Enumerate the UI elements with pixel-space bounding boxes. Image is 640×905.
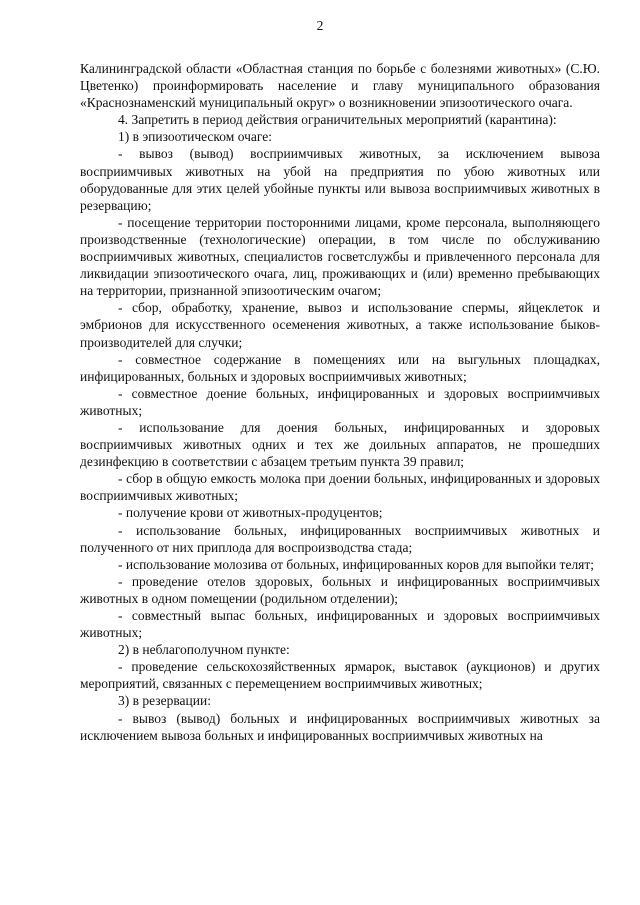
paragraph: - использование больных, инфицированных восприимчивых животных и полученного от них приплода для воспроизводства стада; xyxy=(80,522,600,555)
page-number: 2 xyxy=(316,18,324,33)
paragraph: - использование для доения больных, инфицированных и здоровых восприимчивых животных одних и тех же доильных аппаратов, не прошедших дезинфекцию в соответствии с абзацем третьим пункта 39 правил; xyxy=(80,419,600,470)
paragraph: - использование молозива от больных, инфицированных коров для выпойки телят; xyxy=(118,556,595,572)
paragraph: - совместное доение больных, инфицированных и здоровых восприимчивых животных; xyxy=(80,385,600,418)
paragraph: - проведение сельскохозяйственных ярмарок, выставок (аукционов) и других мероприятий, связанных с перемещением восприимчивых животных; xyxy=(80,659,600,692)
paragraph: - совместное содержание в помещениях или на выгульных площадках, инфицированных, больных и здоровых восприимчивых животных; xyxy=(80,351,600,384)
paragraph: - вывоз (вывод) больных и инфицированных восприимчивых животных за исключением вывоза больных и инфицированных восприимчивых животных на xyxy=(80,710,600,743)
paragraph: - сбор в общую емкость молока при доении больных, инфицированных и здоровых восприимчивых животных; xyxy=(80,471,600,504)
paragraph: - посещение территории посторонними лицами, кроме персонала, выполняющего производственные (технологические) операции, в том числе по обслуживанию восприимчивых животных, специалистов госветслужбы и привлеченного персонала для ликвидации эпизоотического очага, лиц, проживающих и (или) временно пребывающих на территории, признанной эпизоотическим очагом; xyxy=(80,214,600,299)
paragraph: - совместный выпас больных, инфицированных и здоровых восприимчивых животных; xyxy=(80,608,600,641)
paragraph: - получение крови от животных-продуцентов; xyxy=(118,505,383,521)
paragraph: - проведение отелов здоровых, больных и инфицированных восприимчивых животных в одном помещении (родильном отделении); xyxy=(80,573,600,606)
paragraph: 3) в резервации: xyxy=(118,693,211,709)
paragraph: - сбор, обработку, хранение, вывоз и использование спермы, яйцеклеток и эмбрионов для искусственного осеменения животных, а также использование быков-производителей для случки; xyxy=(80,300,600,350)
paragraph: 2) в неблагополучном пункте: xyxy=(118,642,290,658)
paragraph: 4. Запретить в период действия ограничительных мероприятий (карантина): xyxy=(118,112,557,128)
paragraph: - вывоз (вывод) восприимчивых животных, за исключением вывоза восприимчивых животных на убой на предприятия по убою животных или оборудованные для этих целей убойные пункты или вывоза восприимчивых животных в резервацию; xyxy=(80,146,600,213)
document-body xyxy=(80,60,600,744)
paragraph: 1) в эпизоотическом очаге: xyxy=(118,129,272,145)
paragraph: Калининградской области «Областная станция по борьбе с болезнями животных» (С.Ю. Цветенко) проинформировать население и главу муниципального образования «Краснознаменский муниципальный округ» о возникновении эпизоотического очага. xyxy=(80,61,600,111)
